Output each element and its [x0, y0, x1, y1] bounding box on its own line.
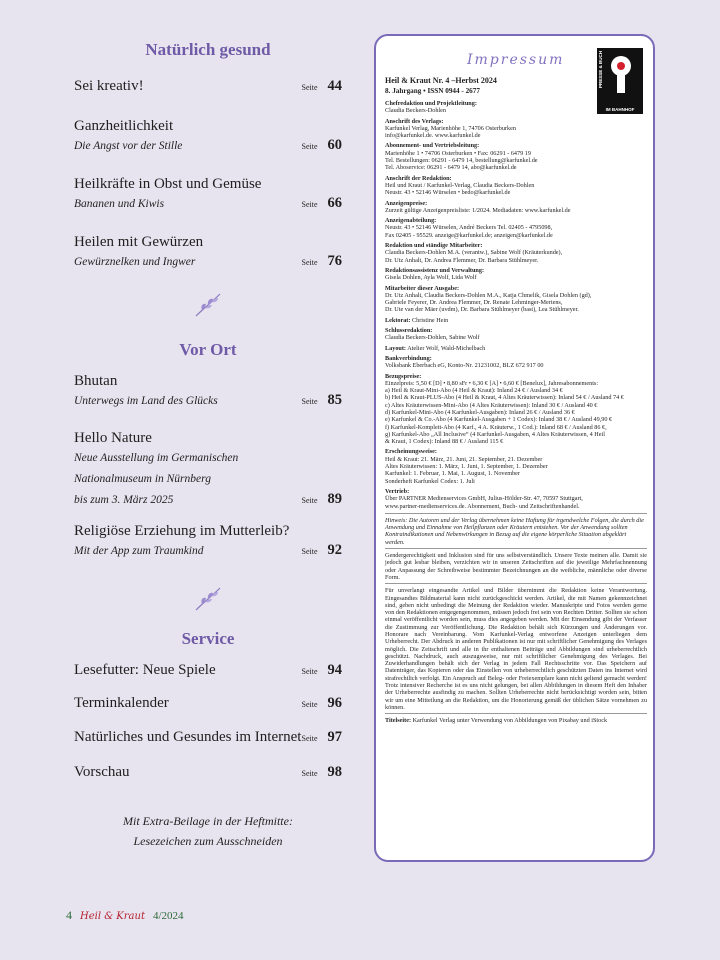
divider — [385, 713, 647, 714]
impressum-block — [385, 285, 647, 314]
page-number: 85 — [327, 392, 342, 408]
page-word: Seite — [301, 769, 318, 778]
supplement-note — [74, 811, 342, 851]
block-heading: Anzeigenpreise: — [385, 199, 428, 207]
entry-subtitle: Bananen und Kiwis — [74, 198, 165, 210]
impressum-block — [385, 267, 647, 282]
badge-bottom-text: IM BAHNHOF — [605, 107, 635, 112]
entry-subtitle: Die Angst vor der Stille — [74, 140, 183, 152]
page-footer — [66, 908, 184, 923]
page-word: Seite — [301, 142, 318, 151]
block-line: Tel. Aboservice: 06291 - 6479 14, abo@karfunkel.de — [385, 164, 517, 172]
entry-subtitle: Mit der App zum Traumkind — [74, 545, 204, 557]
divider — [385, 583, 647, 584]
footer-issue: 4/2024 — [152, 910, 184, 922]
block-line: Gisela Dohlen, Ayla Wolf, Lida Wolf — [385, 274, 477, 282]
entry-title: Bhutan — [74, 373, 118, 389]
herb-ornament-icon — [192, 292, 224, 318]
block-line: Neustr. 43 • 52146 Würselen • bedo@karfunkel.de — [385, 189, 511, 197]
toc-entry[interactable] — [74, 232, 342, 273]
block-line: b) Heil & Kraut-PLUS-Abo (4 Heil & Kraut, 4 Altes Kräuterwissen): Inland 54 € / Ausland 74 € — [385, 394, 624, 402]
block-heading: Redaktionsassistenz und Verwaltung: — [385, 266, 485, 274]
toc-entry[interactable] — [74, 693, 342, 713]
block-heading: Layout: — [385, 344, 406, 352]
entry-subtitle: Gewürznelken und Ingwer — [74, 256, 196, 268]
supplement-line: Mit Extra-Beilage in der Heftmitte: — [123, 814, 293, 828]
herb-ornament-icon — [192, 586, 224, 612]
block-line: c) Altes Kräuterwissen-Mini-Abo (4 Altes Kräuterwissen): Inland 30 € / Ausland 40 € — [385, 401, 598, 409]
entry-title: Ganzheitlichkeit — [74, 118, 174, 134]
impressum-block — [385, 100, 647, 115]
footer-page-number: 4 — [66, 908, 72, 922]
block-line: Über PARTNER Medienservices GmbH, Julius-Hölder-Str. 47, 70597 Stuttgart, — [385, 495, 583, 503]
block-line: f) Karfunkel-Komplett-Abo (4 Karf., 4 A. Kräuterw., 1 Cod.): Inland 68 € / Ausland 86 €, — [385, 423, 607, 431]
entry-title: Terminkalender — [74, 695, 169, 711]
page-number: 97 — [327, 729, 342, 745]
divider — [385, 513, 647, 514]
block-heading: Anschrift der Redaktion: — [385, 174, 452, 182]
impressum-block — [385, 175, 647, 197]
block-heading: Bezugspreise: — [385, 372, 422, 380]
section-title-service: Service — [181, 629, 235, 648]
entry-title: Lesefutter: Neue Spiele — [74, 662, 216, 678]
page-word: Seite — [301, 200, 318, 209]
block-line: Dr. Ute van der Mäer (uvdm), Dr. Barbara Stühlmeyer (bast), Lea Stühlmeyer. — [385, 306, 579, 314]
entry-title: Hello Nature — [74, 430, 152, 446]
impressum-block — [385, 327, 647, 342]
page-number: 94 — [327, 662, 342, 678]
page-word: Seite — [301, 667, 318, 676]
page-word: Seite — [301, 496, 318, 505]
block-heading: Schlussredaktion: — [385, 327, 433, 335]
block-line: Heil & Kraut: 21. März, 21. Juni, 21. September, 21. Dezember — [385, 455, 543, 463]
block-line: & Kraut, 1 Codex): Inland 88 € / Ausland 115 € — [385, 438, 504, 446]
block-line: g) Karfunkel-Abo „All Inclusive“ (4 Karfunkel-Ausgaben, 4 Altes Kräuterwissen, 4 Heil — [385, 430, 605, 438]
magazine-logo: Heil & Kraut — [80, 911, 145, 922]
entry-subtitle-line: bis zum 3. März 2025 — [74, 494, 174, 506]
supplement-line: Lesezeichen zum Ausschneiden — [133, 834, 283, 848]
block-line: Marienhöhe 1 • 74706 Osterburken • Fax: 06291 - 6479 19 — [385, 149, 531, 157]
block-line: Dr. Utz Anhalt, Claudia Beckers-Dohlen M.A., Katja Chmelik, Gisela Dohlen (gd), — [385, 291, 592, 299]
block-heading: Mitarbeiter dieser Ausgabe: — [385, 284, 460, 292]
title-photo-credit — [385, 717, 647, 724]
section-title-natuerlich-gesund: Natürlich gesund — [145, 40, 271, 59]
impressum-blocks — [385, 100, 647, 510]
toc-entry[interactable] — [74, 428, 342, 511]
divider — [385, 548, 647, 549]
page-number: 44 — [327, 78, 342, 94]
toc-entry[interactable] — [74, 762, 342, 782]
block-line: Dr. Utz Anhalt, Dr. Andrea Flemmer, Dr. Barbara Stühlmeyer. — [385, 256, 539, 264]
impressum-block — [385, 448, 647, 484]
block-heading: Lektorat: — [385, 316, 411, 324]
impressum-subheadline: 8. Jahrgang • ISSN 0944 - 2677 — [385, 87, 480, 95]
entry-subtitle-line: Nationalmuseum in Nürnberg — [74, 473, 211, 485]
page-word: Seite — [301, 700, 318, 709]
toc-entry[interactable] — [74, 371, 342, 412]
impressum-body — [385, 76, 647, 725]
impressum-headline: Heil & Kraut Nr. 4 –Herbst 2024 — [385, 76, 497, 85]
impressum-box — [374, 34, 655, 862]
impressum-block — [385, 118, 647, 140]
block-line: Heil und Kraut / Karfunkel-Verlag, Claudia Beckers-Dohlen — [385, 181, 535, 189]
impressum-block — [385, 345, 647, 352]
impressum-block — [385, 217, 647, 239]
block-line: d) Karfunkel-Mini-Abo (4 Karfunkel-Ausgaben): Inland 26 € / Ausland 36 € — [385, 408, 575, 416]
impressum-title: Impressum — [467, 52, 565, 68]
toc-entry[interactable] — [74, 76, 342, 96]
gender-note: Gendergerechtigkeit und Inklusion sind für uns selbstverständlich. Unsere Texte meinen alle. Damit sie jedoch gut lesbar bleiben, verzichten wir in unseren Zeitschriften auf die jeweilige Mehrfachnennung oder Anpassung der Schreibweise bestimmter Bezeichnungen an die weibliche, männliche oder diverse Form. — [385, 552, 647, 581]
page-word: Seite — [301, 258, 318, 267]
block-line: e) Karfunkel & Co.-Abo (4 Karfunkel-Ausgaben + 1 Codex): Inland 38 € / Ausland 49,90 € — [385, 416, 613, 424]
entry-subtitle-line: Neue Ausstellung im Germanischen — [74, 452, 239, 464]
block-inline: Christine Hein — [411, 316, 449, 324]
block-line: Altes Kräuterwissen: 1. März, 1. Juni, 1. September, 1. Dezember — [385, 463, 548, 471]
rights-note: Für unverlangt eingesandte Artikel und Bilder übernimmt die Redaktion keine Verantwortung. Eingesandtes Bildmaterial kann nicht zurückgeschickt werden. Artikel, die mit Namen gekennzeichnet sind, geben nicht unbedingt die Meinung der Redaktion wieder. Manuskripte und Fotos werden gerne von den Redaktionen entgegengenommen, müssen jedoch frei sein von Rechten Dritter. Sollten sie schon einmal veröffentlicht worden sein, muss dies angegeben werden. Mit der Einsendung gibt der Verfasser die Zustimmung zur Veröffentlichung. Die Redaktion behält sich Kürzungen und Änderungen vor. Honorare nach Vereinbarung. Vom Karfunkel-Verlag entworfene Anzeigen unterliegen dem Urheberrecht. Der Abdruck in anderen Publikationen ist nur mit schriftlicher Genehmigung des Verlages möglich. Die Zeitschrift und alle in ihr enthaltenen Beiträge und Abbildungen sind urheberrechtlich geschützt. Nachdruck, auch auszugsweise, nur mit schriftlicher Genehmigung des Verlages. Bei Zuwiderhandlungen behält sich der Verlag in jedem Fall Rechtsschritte vor. Das Speichern auf Datenträger, das Kopieren oder das Einstellen von urheberrechtlich geschützten Daten ins Internet wird strafrechtlich verfolgt. Ein Anspruch auf Beleg- oder Freiexemplare kann nicht geltend gemacht werden! Trotz intensiver Recherche ist es uns nicht gelungen, bei allen Abbildungen in diesem Heft den Inhaber der Urheberrechte ausfindig zu machen. Sollten Urheberrechte nicht berücksichtigt worden sein, bitten wir um eine Mitteilung an die Redaktion, um die Honorierung gemäß der üblichen Sätze vornehmen zu können. — [385, 587, 647, 711]
block-line: Claudia Beckers-Dohlen M.A. (verantw.), Sabine Wolf (Kräuterkunde), — [385, 249, 563, 257]
block-line: Neustr. 43 • 52146 Würselen, André Beckers Tel. 02405 - 4795098, — [385, 224, 553, 232]
page-number: 89 — [327, 491, 342, 507]
impressum-block — [385, 488, 647, 510]
toc-entry[interactable] — [74, 521, 342, 562]
block-line: Gabriele Feyerer, Dr. Andrea Flemmer, Dr. Renate Lehminger-Mertens, — [385, 299, 563, 307]
entry-title: Religiöse Erziehung im Mutterleib? — [74, 523, 290, 539]
entry-subtitle: Unterwegs im Land des Glücks — [74, 395, 218, 407]
block-line: www.partner-medienservices.de. Abonnement, Buch- und Zeitschriftenhandel. — [385, 502, 580, 510]
page-word: Seite — [301, 83, 318, 92]
toc-entry[interactable] — [74, 116, 342, 157]
badge-vertical-text: PRESSE & BUCH — [598, 51, 603, 89]
credit-text: Karfunkel Verlag unter Verwendung von Abbildungen von Pixabay und iStock — [412, 717, 608, 725]
page-number: 92 — [327, 542, 342, 558]
page-word: Seite — [301, 397, 318, 406]
impressum-block — [385, 200, 647, 215]
page-number: 96 — [327, 695, 342, 711]
impressum-block — [385, 355, 647, 370]
block-line: Volksbank Eberbach eG, Konto-Nr. 21231002, BLZ 672 917 00 — [385, 362, 544, 370]
page-word: Seite — [301, 734, 318, 743]
toc-entry[interactable] — [74, 174, 342, 215]
section-title-vor-ort: Vor Ort — [179, 340, 237, 359]
impressum-block — [385, 142, 647, 171]
entry-title: Sei kreativ! — [74, 78, 144, 94]
block-line: Einzelpreis: 5,50 € [D] • 8,80 sFr • 6,30 € [A] • 6,60 € [Benelux], Jahresabonnements: — [385, 379, 599, 387]
impressum-block — [385, 317, 647, 324]
page-word: Seite — [301, 547, 318, 556]
impressum-block — [385, 373, 647, 446]
block-heading: Bankverbindung: — [385, 354, 432, 362]
toc-entry[interactable] — [74, 727, 342, 747]
block-line: info@karfunkel.de. www.karfunkel.de — [385, 132, 481, 140]
entry-title: Heilen mit Gewürzen — [74, 234, 204, 250]
entry-title: Vorschau — [74, 764, 130, 780]
block-line: a) Heil & Kraut-Mini-Abo (4 Heil & Kraut): Inland 24 € / Ausland 34 € — [385, 387, 563, 395]
block-line: Sonderheft Karfunkel Codex: 1. Juli — [385, 477, 475, 485]
block-heading: Anschrift des Verlags: — [385, 117, 444, 125]
block-line: Zurzeit gültige Anzeigenpreisliste: 1/2024. Mediadaten: www.karfunkel.de — [385, 206, 571, 214]
block-line: Claudia Beckers-Dohlen — [385, 107, 446, 115]
block-inline: Atelier Wolf, Wald-Michelbach — [407, 344, 486, 352]
block-heading: Redaktion und ständige Mitarbeiter: — [385, 242, 483, 250]
block-line: Fax 02405 - 95529. anzeige@karfunkel.de; anzeigen@karfunkel.de — [385, 231, 553, 239]
credit-label: Titelseite: — [385, 717, 412, 725]
page-number: 76 — [327, 253, 342, 269]
impressum-block — [385, 242, 647, 264]
page-number: 98 — [327, 764, 342, 780]
liability-hint: Hinweis: Die Autoren und der Verlag übernehmen keine Haftung für irgendwelche Folgen, die durch die Anwendung und Einnahme von Heilpflanzen oder Kräutern entstehen. Vor der Anwendung sollten Kontraindikationen und Nebenwirkungen in Bezug auf die eigene körperliche Situation abgeklärt werden. — [385, 516, 644, 546]
block-heading: Vertrieb: — [385, 487, 410, 495]
toc-entry[interactable] — [74, 660, 342, 680]
block-line: Claudia Beckers-Dohlen, Sabine Wolf — [385, 334, 480, 342]
block-heading: Abonnement- und Vertriebsleitung: — [385, 142, 480, 150]
block-line: Tel. Bestellungen: 06291 - 6479 14, bestellung@karfunkel.de — [385, 157, 538, 165]
block-line: Karfunkel: 1. Februar, 1. Mai, 1. August, 1. November — [385, 470, 520, 478]
block-heading: Chefredaktion und Projektleitung: — [385, 100, 477, 107]
entry-title: Natürliches und Gesundes im Internet — [74, 729, 302, 745]
page-number: 60 — [327, 137, 342, 153]
block-heading: Erscheinungsweise: — [385, 448, 437, 456]
block-line: Karfunkel Verlag, Marienhöhe 1, 74706 Osterburken — [385, 124, 516, 132]
block-heading: Anzeigenabteilung: — [385, 217, 437, 225]
page-number: 66 — [327, 195, 342, 211]
entry-title: Heilkräfte in Obst und Gemüse — [74, 176, 262, 192]
